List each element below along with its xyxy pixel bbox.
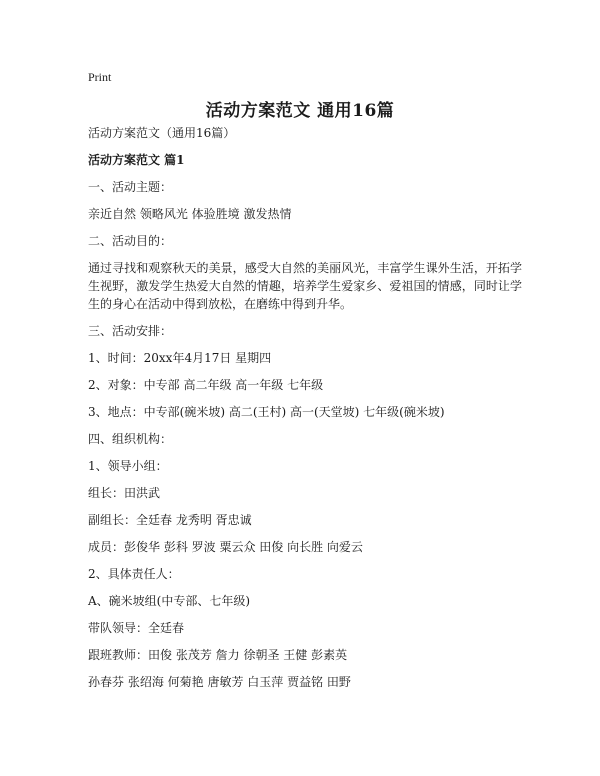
paragraph-activity-purpose: 通过寻找和观察秋天的美景，感受大自然的美丽风光，丰富学生课外生活，开拓学生视野，激发学生热爱大自然的情趣，培养学生爱家乡、爱祖国的情感，同时让学生的身心在活动中得到放松，在磨练中得到升华。: [88, 261, 522, 311]
paragraph-location: 3、地点：中专部(碗米坡) 高二(王村) 高一(天堂坡) 七年级(碗米坡): [88, 405, 445, 419]
paragraph-teachers-continued: 孙春芬 张绍海 何菊艳 唐敏芳 白玉萍 贾益铭 田野: [88, 675, 351, 689]
paragraph-time: 1、时间：20xx年4月17日 星期四: [88, 351, 272, 365]
paragraph-deputy-leaders: 副组长：全廷春 龙秀明 胥忠诚: [88, 513, 252, 527]
paragraph-group-a: A、碗米坡组(中专部、七年级): [88, 594, 251, 608]
paragraph-organization-heading: 四、组织机构：: [88, 432, 173, 446]
paragraph-activity-theme-heading: 一、活动主题：: [88, 180, 173, 194]
paragraph-activity-arrangement-heading: 三、活动安排：: [88, 324, 173, 338]
paragraph-responsible-persons: 2、具体责任人：: [88, 567, 180, 581]
document-subtitle: 活动方案范文（通用16篇）: [88, 126, 236, 140]
paragraph-leadership-group: 1、领导小组：: [88, 459, 168, 473]
paragraph-activity-theme: 亲近自然 领略风光 体验胜境 激发热情: [88, 207, 292, 221]
paragraph-group-leader: 组长：田洪武: [88, 486, 161, 500]
document-body: [88, 124, 522, 700]
document-title: 活动方案范文 通用16篇: [205, 101, 395, 121]
paragraph-team-leader: 带队领导：全廷春: [88, 621, 185, 635]
paragraph-activity-purpose-heading: 二、活动目的：: [88, 234, 173, 248]
paragraph-members: 成员：彭俊华 彭科 罗波 粟云众 田俊 向长胜 向爱云: [88, 540, 363, 554]
print-label[interactable]: Print: [88, 70, 112, 84]
paragraph-participants: 2、对象：中专部 高二年级 高一年级 七年级: [88, 378, 324, 392]
section-heading: 活动方案范文 篇1: [88, 153, 185, 167]
paragraph-teachers: 跟班教师：田俊 张茂芳 詹力 徐朝圣 王健 彭素英: [88, 648, 348, 662]
